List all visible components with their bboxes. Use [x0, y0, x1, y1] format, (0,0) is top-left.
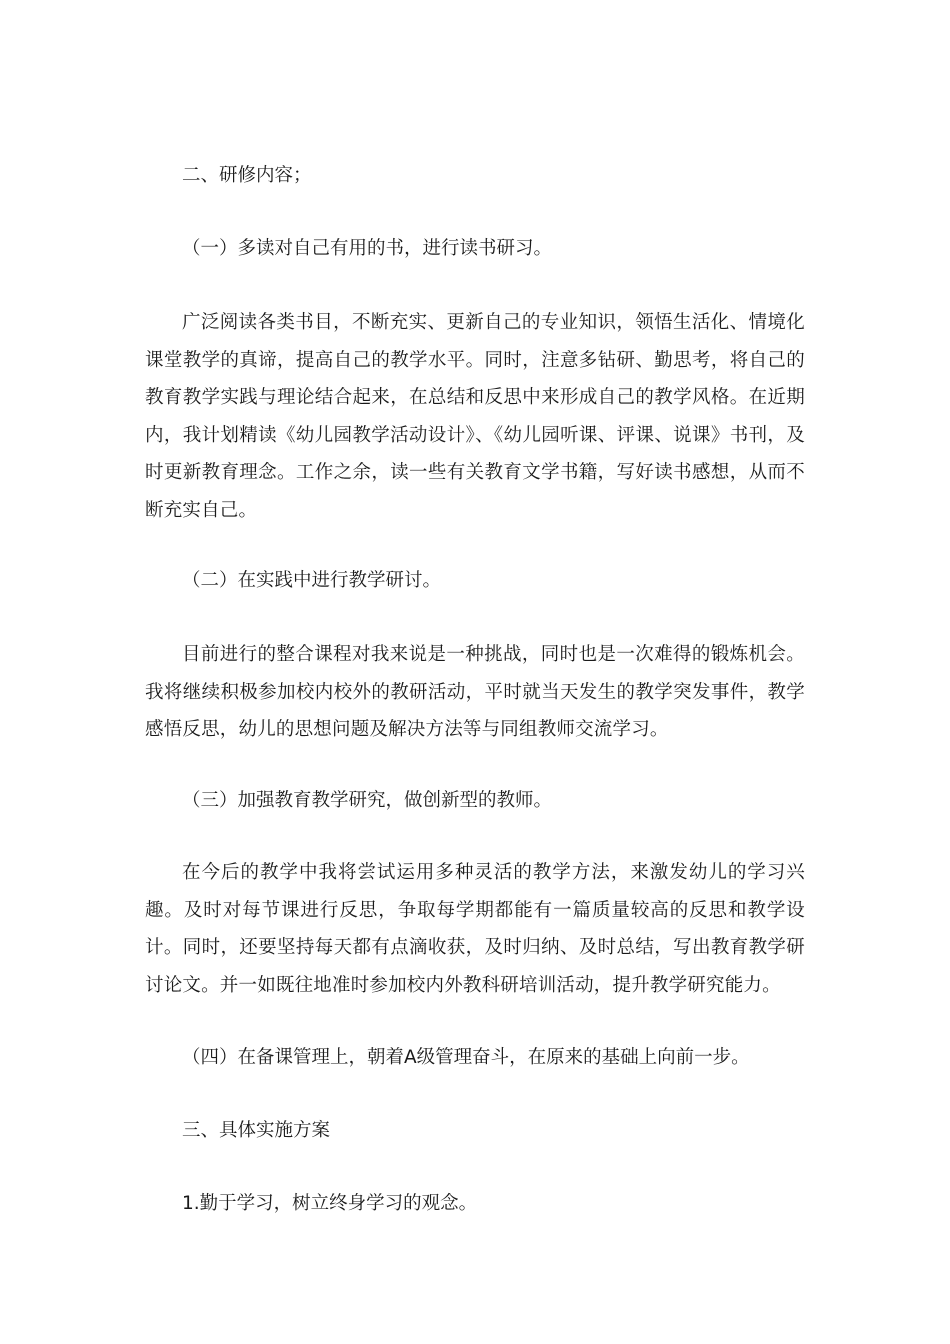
subheading-lesson-prep: （四）在备课管理上，朝着A级管理奋斗，在原来的基础上向前一步。	[182, 1047, 750, 1068]
paragraph-research: 在今后的教学中我将尝试运用多种灵活的教学方法，来激发幼儿的学习兴趣。及时对每节课进行反思，争取每学期都能有一篇质量较高的反思和教学设计。同时，还要坚持每天都有点滴收获，及时归纳、及时总结，写出教育教学研讨论文。并一如既往地准时参加校内外教科研培训活动，提升教学研究能力。	[145, 862, 805, 996]
paragraph-practice: 目前进行的整合课程对我来说是一种挑战，同时也是一次难得的锻炼机会。我将继续积极参加校内校外的教研活动，平时就当天发生的教学突发事件，教学感悟反思，幼儿的思想问题及解决方法等与同组教师交流学习。	[145, 644, 805, 740]
section-heading-implementation: 三、具体实施方案	[182, 1120, 331, 1141]
section-heading-research-content: 二、研修内容；	[182, 165, 312, 186]
subheading-reading: （一）多读对自己有用的书，进行读书研习。	[182, 238, 553, 259]
subheading-research: （三）加强教育教学研究，做创新型的教师。	[182, 790, 553, 811]
paragraph-reading: 广泛阅读各类书目，不断充实、更新自己的专业知识，领悟生活化、情境化课堂教学的真谛，提高自己的教学水平。同时，注意多钻研、勤思考，将自己的教育教学实践与理论结合起来，在总结和反思中来形成自己的教学风格。在近期内，我计划精读《幼儿园教学活动设计》、《幼儿园听课、评课、说课》书刊，及时更新教育理念。工作之余，读一些有关教育文学书籍，写好读书感想，从而不断充实自己。	[145, 312, 805, 521]
subheading-practice: （二）在实践中进行教学研讨。	[182, 570, 442, 591]
list-item-lifelong-learning: 1.勤于学习，树立终身学习的观念。	[182, 1193, 478, 1214]
